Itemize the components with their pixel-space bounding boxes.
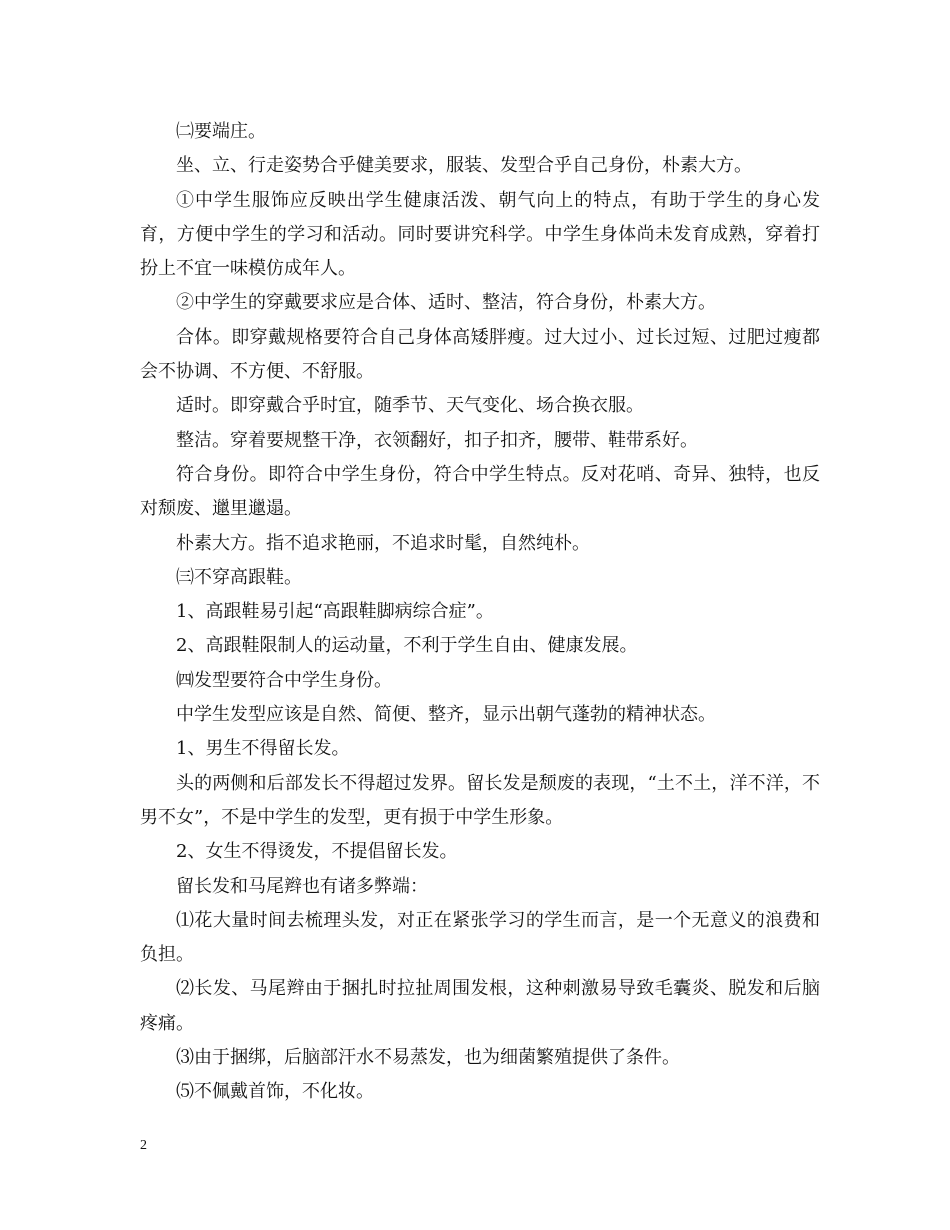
paragraph-5: 合体。即穿戴规格要符合自己身体高矮胖瘦。过大过小、过长过短、过肥过瘦都会不协调、不方便、不舒服。 <box>140 326 820 383</box>
paragraph-9: 朴素大方。指不追求艳丽，不追求时髦，自然纯朴。 <box>176 532 590 554</box>
paragraph-19: ⑴花大量时间去梳理头发，对正在紧张学习的学生而言，是一个无意义的浪费和负担。 <box>140 909 820 966</box>
paragraph-7: 整洁。穿着要规整干净，衣领翻好，扣子扣齐，腰带、鞋带系好。 <box>176 429 698 451</box>
paragraph-1: ㈡要端庄。 <box>176 121 266 142</box>
paragraph-6: 适时。即穿戴合乎时宜，随季节、天气变化、场合换衣服。 <box>176 395 644 417</box>
page-number: 2 <box>140 1138 147 1153</box>
paragraph-2: 坐、立、行走姿势合乎健美要求，服装、发型合乎自己身份，朴素大方。 <box>176 155 752 177</box>
paragraph-21: ⑶由于捆绑，后脑部汗水不易蒸发，也为细菌繁殖提供了条件。 <box>176 1047 680 1069</box>
paragraph-10: ㈢不穿高跟鞋。 <box>176 566 302 588</box>
paragraph-8: 符合身份。即符合中学生身份，符合中学生特点。反对花哨、奇异、独特，也反对颓废、邋里邋遢。 <box>140 463 820 520</box>
paragraph-20: ⑵长发、马尾辫由于捆扎时拉扯周围发根，这种刺激易导致毛囊炎、脱发和后脑疼痛。 <box>140 978 820 1034</box>
body-text <box>140 115 820 1110</box>
paragraph-22: ⑸不佩戴首饰，不化妆。 <box>176 1081 374 1103</box>
paragraph-15: 1、男生不得留长发。 <box>176 738 350 760</box>
paragraph-13: ㈣发型要符合中学生身份。 <box>176 669 392 691</box>
paragraph-16: 头的两侧和后部发长不得超过发界。留长发是颓废的表现，“土不土，洋不洋，不男不女”，不是中学生的发型，更有损于中学生形象。 <box>140 772 820 828</box>
paragraph-14: 中学生发型应该是自然、简便、整齐，显示出朝气蓬勃的精神状态。 <box>176 704 716 726</box>
paragraph-17: 2、女生不得烫发，不提倡留长发。 <box>176 841 458 863</box>
paragraph-12: 2、高跟鞋限制人的运动量，不利于学生自由、健康发展。 <box>176 635 638 657</box>
paragraph-3: ①中学生服饰应反映出学生健康活泼、朝气向上的特点，有助于学生的身心发育，方便中学生的学习和活动。同时要讲究科学。中学生身体尚未发育成熟，穿着打扮上不宜一味模仿成年人。 <box>140 189 820 280</box>
paragraph-4: ②中学生的穿戴要求应是合体、适时、整洁，符合身份，朴素大方。 <box>176 292 716 314</box>
paragraph-18: 留长发和马尾辫也有诸多弊端： <box>176 875 428 897</box>
paragraph-11: 1、高跟鞋易引起“高跟鞋脚病综合症”。 <box>176 601 494 623</box>
